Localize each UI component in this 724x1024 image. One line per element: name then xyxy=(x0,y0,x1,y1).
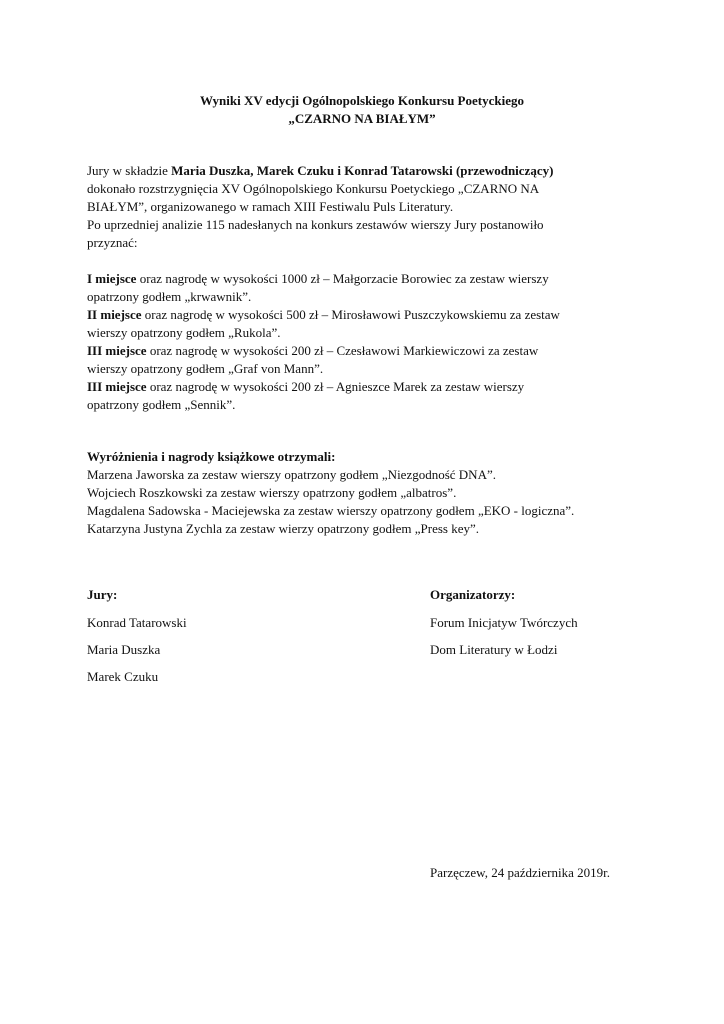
prize-entry xyxy=(87,270,647,306)
prize-entry xyxy=(87,378,647,414)
intro-paragraph xyxy=(87,162,647,252)
organizers-heading: Organizatorzy: xyxy=(430,587,516,602)
prize-place: III miejsce xyxy=(87,379,147,394)
jury-heading: Jury: xyxy=(87,587,118,602)
honor-item: Magdalena Sadowska - Maciejewska za zestaw wierszy opatrzony godłem „EKO - logiczna”. xyxy=(87,503,575,518)
intro-line: przyznać: xyxy=(87,235,138,250)
prize-place: II miejsce xyxy=(87,307,142,322)
jury-member: Marek Czuku xyxy=(87,669,159,684)
honors-heading: Wyróżnienia i nagrody książkowe otrzymali: xyxy=(87,449,336,464)
intro-line: BIAŁYM”, organizowanego w ramach XIII Festiwalu Puls Literatury. xyxy=(87,199,454,214)
prize-entry xyxy=(87,342,647,378)
prize-line xyxy=(87,270,647,288)
prize-description: oraz nagrodę w wysokości 500 zł – Mirosławowi Puszczykowskiemu za zestaw xyxy=(141,307,560,322)
prize-line xyxy=(87,378,647,396)
honor-item: Wojciech Roszkowski za zestaw wierszy opatrzony godłem „albatros”. xyxy=(87,485,457,500)
honors-section xyxy=(87,448,647,538)
prize-line: wierszy opatrzony godłem „Rukola”. xyxy=(87,325,281,340)
organizers-block xyxy=(430,586,690,668)
prize-line xyxy=(87,306,647,324)
jury-composition: Maria Duszka, Marek Czuku i Konrad Tatarowski (przewodniczący) xyxy=(171,163,554,178)
intro-text: Jury w składzie xyxy=(87,163,172,178)
prizes-list xyxy=(87,270,647,414)
honor-item: Marzena Jaworska za zestaw wierszy opatrzony godłem „Niezgodność DNA”. xyxy=(87,467,496,482)
prize-entry xyxy=(87,306,647,342)
jury-signatures xyxy=(87,586,307,695)
prize-place: III miejsce xyxy=(87,343,147,358)
contest-name: „CZARNO NA BIAŁYM” xyxy=(288,111,436,126)
prize-description: oraz nagrodę w wysokości 200 zł – Agnieszce Marek za zestaw wierszy xyxy=(146,379,525,394)
honor-item: Katarzyna Justyna Zychla za zestaw wierzy opatrzony godłem „Press key”. xyxy=(87,521,480,536)
prize-line: opatrzony godłem „krwawnik”. xyxy=(87,289,252,304)
place-and-date: Parzęczew, 24 października 2019r. xyxy=(430,865,610,880)
organizer-name: Forum Inicjatyw Twórczych xyxy=(430,615,578,630)
intro-line: dokonało rozstrzygnięcia XV Ogólnopolskiego Konkursu Poetyckiego „CZARNO NA xyxy=(87,181,540,196)
prize-line: opatrzony godłem „Sennik”. xyxy=(87,397,236,412)
intro-line xyxy=(87,162,647,180)
jury-member: Konrad Tatarowski xyxy=(87,615,187,630)
prize-line xyxy=(87,342,647,360)
organizer-name: Dom Literatury w Łodzi xyxy=(430,642,558,657)
prize-place: I miejsce xyxy=(87,271,137,286)
prize-description: oraz nagrodę w wysokości 1000 zł – Małgorzacie Borowiec za zestaw wierszy xyxy=(136,271,549,286)
prize-description: oraz nagrodę w wysokości 200 zł – Czesławowi Markiewiczowi za zestaw xyxy=(146,343,539,358)
prize-line: wierszy opatrzony godłem „Graf von Mann”. xyxy=(87,361,324,376)
jury-member: Maria Duszka xyxy=(87,642,161,657)
document-title: Wyniki XV edycji Ogólnopolskiego Konkursu Poetyckiego xyxy=(200,93,524,108)
intro-line: Po uprzedniej analizie 115 nadesłanych na konkurs zestawów wierszy Jury postanowiło xyxy=(87,217,544,232)
